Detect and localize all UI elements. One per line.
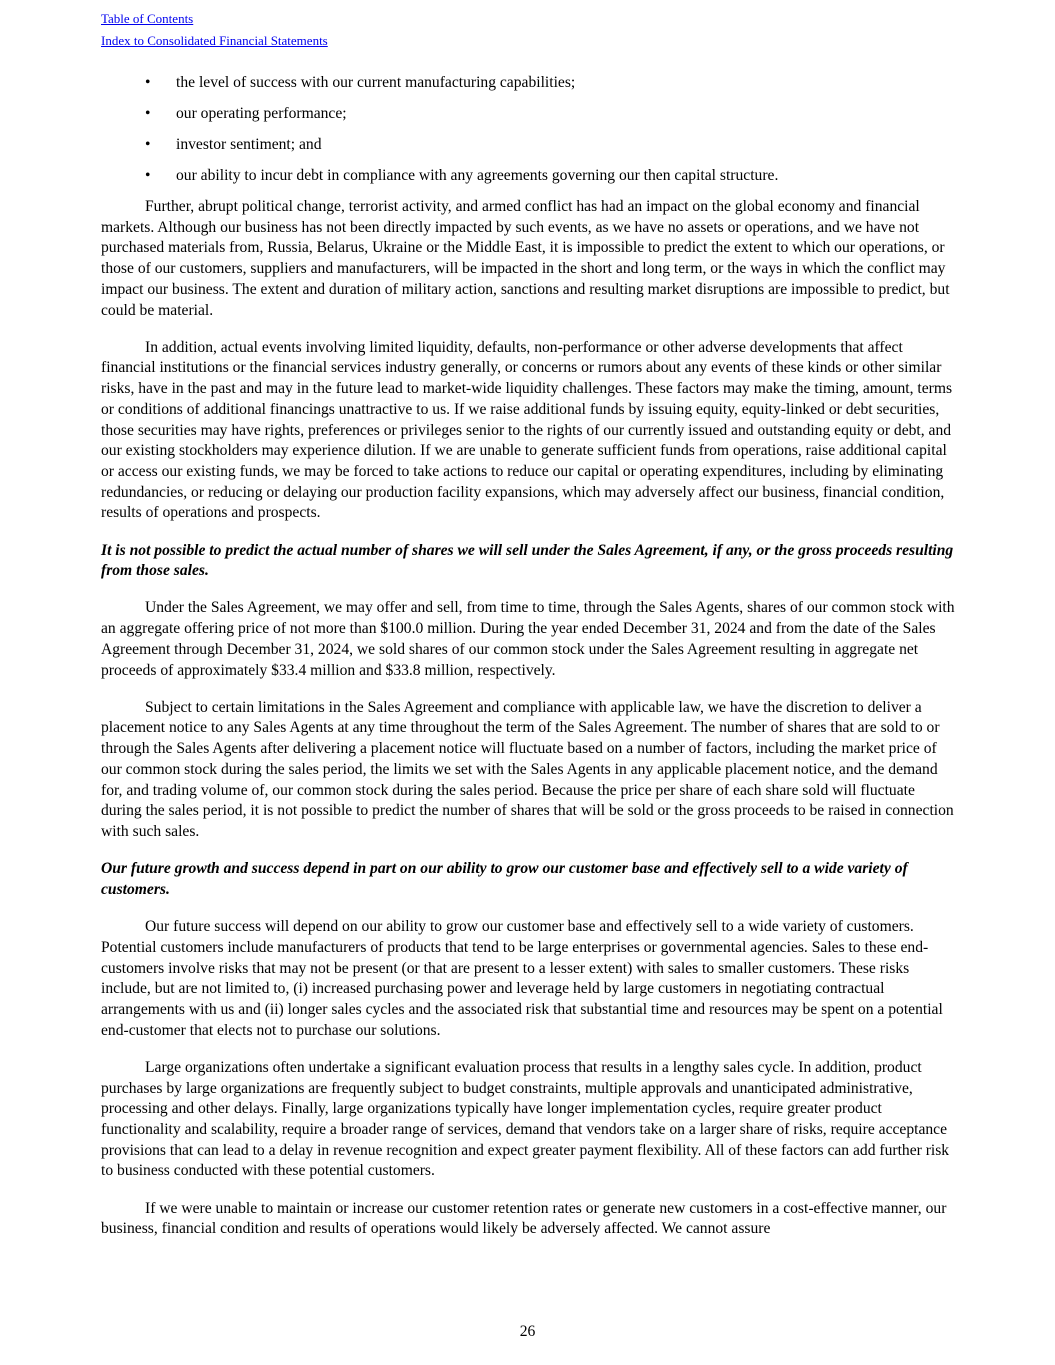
document-body (101, 73, 956, 1256)
paragraph-sales-agreement: Under the Sales Agreement, we may offer and sell, from time to time, through the Sales Agents, shares of our common stock with an aggregate offering price of not more than $100.0 million. During the year ended December 31, 2024 and from the date of the Sales Agreement through December 31, 2024, we sold shares of our common stock under the Sales Agreement resulting in aggregate net proceeds of approximately $33.4 million and $33.8 million, respectively. (101, 599, 955, 679)
list-item-text: our operating performance; (176, 105, 347, 122)
list-item (101, 104, 956, 125)
bullet-icon: • (145, 105, 151, 122)
paragraph-customer-retention: If we were unable to maintain or increase our customer retention rates or generate new customers in a cost-effective manner, our business, financial condition and results of operations would likely be adversely affected. We cannot assure (101, 1199, 947, 1238)
table-of-contents-link[interactable]: Table of Contents (101, 11, 194, 26)
bullet-icon: • (145, 74, 151, 91)
list-item-text: our ability to incur debt in compliance with any agreements governing our then capital structure. (176, 167, 779, 184)
top-navigation (101, 8, 328, 52)
list-item (101, 166, 956, 187)
risk-heading-customer-growth: Our future growth and success depend in part on our ability to grow our customer base and effectively sell to a wide variety of customers. (101, 860, 908, 898)
bullet-icon: • (145, 167, 151, 184)
list-item-text: investor sentiment; and (176, 136, 322, 153)
paragraph-placement-notice: Subject to certain limitations in the Sales Agreement and compliance with applicable law, we have the discretion to deliver a placement notice to any Sales Agents at any time throughout the term of the Sales Agreement. The number of shares that are sold to or through the Sales Agents after delivering a placement notice will fluctuate based on a number of factors, including the market price of our common stock during the sales period, the limits we set with the Sales Agents in any applicable placement notice, and the demand for, and trading volume of, our common stock during the sales period. Because the price per share of each share sold will fluctuate during the sales period, it is not possible to predict the number of shares that will be sold or the gross proceeds to be raised in connection with such sales. (101, 698, 954, 840)
list-item-text: the level of success with our current manufacturing capabilities; (176, 74, 576, 91)
paragraph-geopolitical-risk: Further, abrupt political change, terrorist activity, and armed conflict has had an impact on the global economy and financial markets. Although our business has not been directly impacted by such events, as we have no assets or operations, and we have not purchased materials from, Russia, Belarus, Ukraine or the Middle East, it is impossible to predict the extent to which our operations, or those of our customers, suppliers and manufacturers, will be impacted in the short and long term, or the ways in which the conflict may impact our business. The extent and duration of military action, sanctions and resulting market disruptions are impossible to predict, but could be material. (101, 198, 950, 319)
financial-statements-index-link[interactable]: Index to Consolidated Financial Statements (101, 33, 328, 48)
paragraph-large-organizations: Large organizations often undertake a significant evaluation process that results in a lengthy sales cycle. In addition, product purchases by large organizations are frequently subject to budget constraints, multiple approvals and unanticipated administrative, processing and other delays. Finally, large organizations typically have longer implementation cycles, require greater product functionality and scalability, require a broader range of services, demand that vendors take on a larger share of risks, require acceptance provisions that can lead to a delay in revenue recognition and expect greater payment flexibility. All of these factors can add further risk to business conducted with these potential customers. (101, 1058, 950, 1180)
paragraph-customer-growth: Our future success will depend on our ability to grow our customer base and effectively sell to a wide variety of customers. Potential customers include manufacturers of products that tend to be large enterprises or governmental agencies. Sales to these end-customers involve risks that may not be present (or that are present to a lesser extent) with sales to smaller customers. These risks include, but are not limited to, (i) increased purchasing power and leverage held by large customers in negotiating contractual arrangements with us and (ii) longer sales cycles and the associated risk that substantial time and resources may be spent on a potential end-customer that elects not to purchase our solutions. (101, 918, 943, 1039)
risk-heading-sales-agreement: It is not possible to predict the actual number of shares we will sell under the Sales Agreement, if any, or the gross proceeds resulting from those sales. (101, 541, 954, 580)
page-number: 26 (519, 1323, 536, 1340)
list-item (101, 135, 956, 156)
bullet-list (101, 73, 956, 187)
paragraph-liquidity-risk: In addition, actual events involving limited liquidity, defaults, non-performance or other adverse developments that affect financial institutions or the financial services industry generally, or concerns or rumors about any events of these kinds or other similar risks, have in the past and may in the future lead to market-wide liquidity challenges. These factors may make the timing, amount, terms or conditions of additional financings unattractive to us. If we raise additional funds by issuing equity, equity-linked or debt securities, those securities may have rights, preferences or privileges senior to the rights of our currently issued and outstanding equity or debt, and our existing stockholders may experience dilution. If we are unable to generate sufficient funds from operations, raise additional capital or access our existing funds, we may be forced to take actions to reduce our capital or operating expenditures, including by eliminating redundancies, or reducing or delaying our production facility expansions, which may adversely affect our business, financial condition, results of operations and prospects. (101, 338, 953, 522)
list-item (101, 73, 956, 94)
bullet-icon: • (145, 136, 151, 153)
